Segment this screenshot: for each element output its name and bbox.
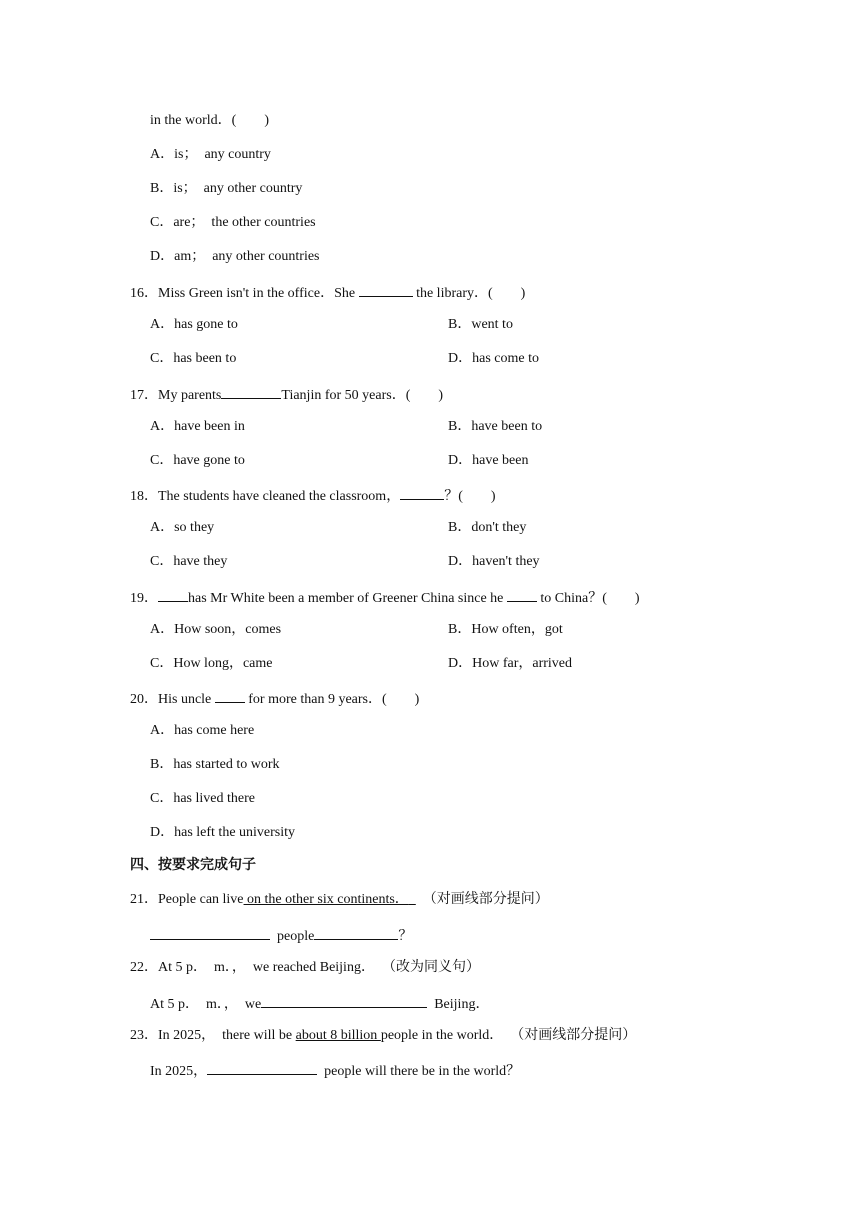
q18-stem: 18．The students have cleaned the classroom， ？( )	[130, 485, 496, 506]
q16-option-c[interactable]: C．has been to	[150, 351, 237, 366]
q19-option-c[interactable]: C．How long，came	[150, 656, 273, 671]
q22-answer-line: At 5 p． m．， we Beijing．	[150, 993, 489, 1014]
q17-option-c[interactable]: C．have gone to	[150, 453, 245, 468]
q16-option-a[interactable]: A．has gone to	[150, 317, 238, 332]
q19-stem: 19． has Mr White been a member of Greener China since he to China？( )	[130, 587, 640, 608]
q21-underlined-part: on the other six continents．	[243, 892, 409, 907]
q18-option-d[interactable]: D．haven't they	[448, 554, 540, 569]
q15-option-b[interactable]: B．is； any other country	[150, 181, 303, 196]
q21-stem: 21．People can live on the other six continents． （对画线部分提问）	[130, 892, 549, 907]
q20-blank[interactable]	[215, 688, 245, 703]
q16-option-b[interactable]: B．went to	[448, 317, 513, 332]
q19-blank-2[interactable]	[507, 587, 537, 602]
q22-blank[interactable]	[261, 993, 427, 1008]
q17-blank[interactable]	[221, 384, 281, 399]
q23-answer-line: In 2025， people will there be in the world？	[150, 1060, 520, 1081]
q17-option-a[interactable]: A．have been in	[150, 419, 245, 434]
q16-option-d[interactable]: D．has come to	[448, 351, 539, 366]
q21-blank-2[interactable]	[314, 925, 398, 940]
q15-stem-tail: in the world．( )	[150, 113, 269, 128]
q23-blank[interactable]	[207, 1060, 317, 1075]
q17-stem: 17．My parents Tianjin for 50 years．( )	[130, 384, 443, 405]
q18-option-b[interactable]: B．don't they	[448, 520, 527, 535]
q20-stem: 20．His uncle for more than 9 years．( )	[130, 688, 419, 709]
q17-option-d[interactable]: D．have been	[448, 453, 529, 468]
q19-option-a[interactable]: A．How soon，comes	[150, 622, 282, 637]
q20-option-d[interactable]: D．has left the university	[150, 825, 296, 840]
section-heading: 四、按要求完成句子	[130, 857, 256, 873]
q15-option-d[interactable]: D．am； any other countries	[150, 249, 320, 264]
q15-option-c[interactable]: C．are； the other countries	[150, 215, 316, 230]
q16-stem: 16．Miss Green isn't in the office．She the library．( )	[130, 282, 525, 303]
q17-option-b[interactable]: B．have been to	[448, 419, 543, 434]
q16-blank[interactable]	[359, 282, 413, 297]
q19-blank-1[interactable]	[158, 587, 188, 602]
q20-option-b[interactable]: B．has started to work	[150, 757, 280, 772]
q23-stem: 23．In 2025， there will be about 8 billion people in the world． （对画线部分提问）	[130, 1028, 637, 1043]
q19-option-d[interactable]: D．How far，arrived	[448, 656, 573, 671]
q20-option-a[interactable]: A．has come here	[150, 723, 255, 738]
q20-option-c[interactable]: C．has lived there	[150, 791, 255, 806]
q21-blank-1[interactable]	[150, 925, 270, 940]
q18-option-a[interactable]: A．so they	[150, 520, 215, 535]
q22-stem: 22．At 5 p． m．， we reached Beijing． （改为同义句）	[130, 960, 480, 975]
q15-option-a[interactable]: A．is； any country	[150, 147, 271, 162]
q21-answer-line: people ？	[150, 925, 412, 946]
q23-underlined-part: about 8 billion	[295, 1028, 381, 1043]
q18-option-c[interactable]: C．have they	[150, 554, 228, 569]
q19-option-b[interactable]: B．How often，got	[448, 622, 563, 637]
q18-blank[interactable]	[400, 485, 444, 500]
